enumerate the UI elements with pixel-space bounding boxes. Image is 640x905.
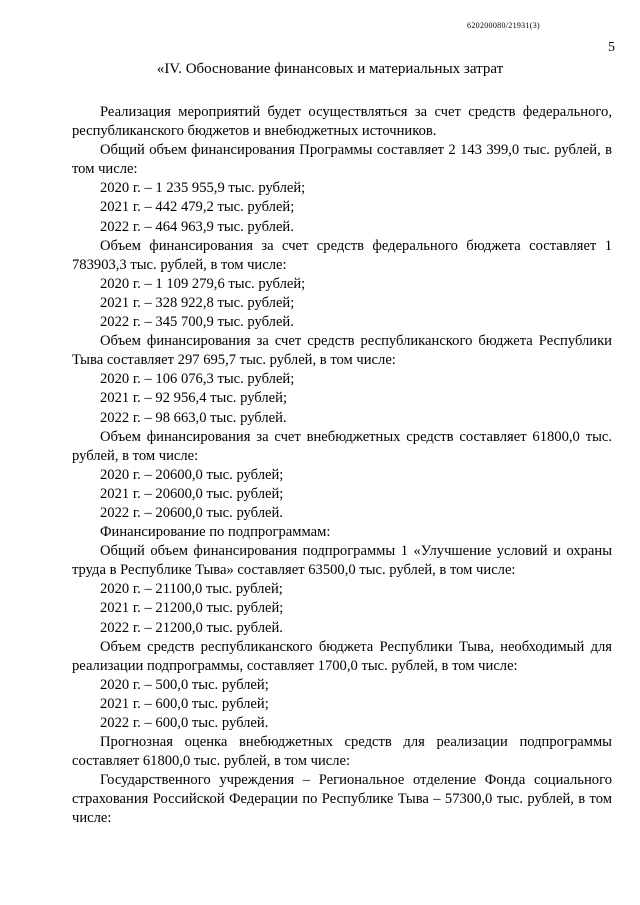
list-line: 2022 г. – 98 663,0 тыс. рублей. [100, 409, 287, 426]
list-line: 2021 г. – 600,0 тыс. рублей; [100, 695, 269, 712]
paragraph: Общий объем финансирования подпрограммы 1 «Улучшение условий и охраны труда в Республике Тыва» составляет 63500,0 тыс. рублей, в том числе: [72, 543, 612, 579]
list-line: 2021 г. – 92 956,4 тыс. рублей; [100, 390, 287, 407]
paragraph: Общий объем финансирования Программы составляет 2 143 399,0 тыс. рублей, в том числе: [72, 142, 612, 178]
list-line: 2022 г. – 464 963,9 тыс. рублей. [100, 218, 294, 235]
list-line: 2020 г. – 1 109 279,6 тыс. рублей; [100, 275, 306, 292]
paragraph: Прогнозная оценка внебюджетных средств для реализации подпрограммы составляет 61800,0 тыс. рублей, в том числе: [72, 734, 612, 770]
list-line: 2020 г. – 20600,0 тыс. рублей; [100, 466, 284, 483]
section-title: «IV. Обоснование финансовых и материальных затрат [156, 61, 504, 77]
list-line: 2022 г. – 600,0 тыс. рублей. [100, 715, 269, 731]
paragraph: Объем средств республиканского бюджета Республики Тыва, необходимый для реализации подпрограммы, составляет 1700,0 тыс. рублей, в том числе: [72, 638, 612, 674]
document-number: 620200080/21931(3) [467, 21, 540, 30]
list-line: Финансирование по подпрограммам: [100, 524, 331, 541]
list-line: 2020 г. – 1 235 955,9 тыс. рублей; [100, 180, 306, 197]
document-body [72, 103, 612, 829]
paragraph: Реализация мероприятий будет осуществляться за счет средств федерального, республиканского бюджетов и внебюджетных источников. [72, 104, 612, 140]
list-line: 2021 г. – 328 922,8 тыс. рублей; [100, 294, 295, 311]
paragraph: Объем финансирования за счет средств федерального бюджета составляет 1 783903,3 тыс. рублей, в том числе: [72, 237, 612, 273]
list-line: 2021 г. – 442 479,2 тыс. рублей; [100, 199, 295, 216]
list-line: 2021 г. – 20600,0 тыс. рублей; [100, 485, 284, 502]
list-line: 2022 г. – 20600,0 тыс. рублей. [100, 504, 283, 521]
list-line: 2020 г. – 21100,0 тыс. рублей; [100, 581, 283, 598]
list-line: 2020 г. – 106 076,3 тыс. рублей; [100, 371, 295, 388]
list-line: 2020 г. – 500,0 тыс. рублей; [100, 676, 269, 693]
list-line: 2021 г. – 21200,0 тыс. рублей; [100, 600, 284, 617]
page-number: 5 [608, 40, 615, 55]
paragraph: Объем финансирования за счет внебюджетных средств составляет 61800,0 тыс. рублей, в том числе: [72, 428, 612, 464]
paragraph: Государственного учреждения – Региональное отделение Фонда социального страхования Российской Федерации по Республике Тыва – 57300,0 тыс. рублей, в том числе: [72, 772, 612, 827]
list-line: 2022 г. – 21200,0 тыс. рублей. [100, 619, 283, 636]
paragraph: Объем финансирования за счет средств республиканского бюджета Республики Тыва составляет 297 695,7 тыс. рублей, в том числе: [72, 333, 612, 369]
list-line: 2022 г. – 345 700,9 тыс. рублей. [100, 314, 294, 331]
